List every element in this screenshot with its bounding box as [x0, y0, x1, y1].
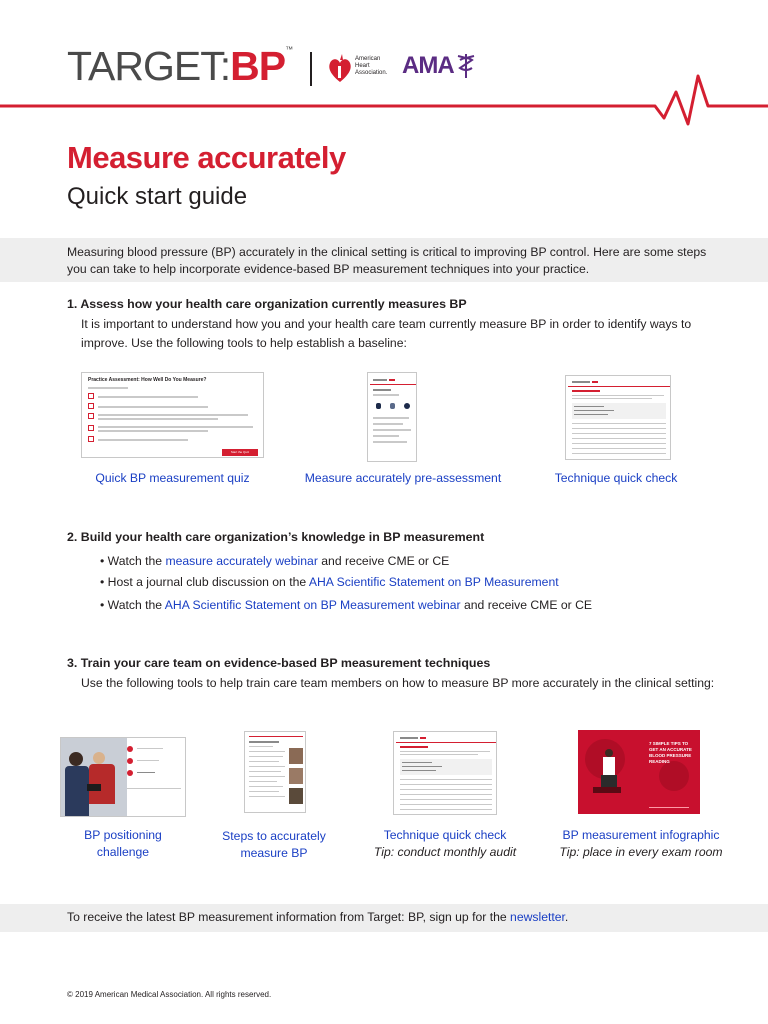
steps-to-measure-link[interactable]: [206, 828, 342, 862]
section-3-body: Use the following tools to help train care team members on how to measure BP more accurately in the clinical setting:: [81, 676, 715, 690]
section-1-heading: 1. Assess how your health care organization currently measures BP: [67, 297, 467, 311]
quick-quiz-thumbnail[interactable]: [81, 372, 264, 458]
measure-accurately-webinar-link[interactable]: measure accurately webinar: [165, 554, 318, 568]
ama-wordmark: AMA: [402, 52, 453, 79]
positioning-challenge-link[interactable]: [60, 827, 186, 861]
quiz-thumb-start-button: Start the Quiz: [222, 449, 258, 456]
page-subtitle: Quick start guide: [67, 183, 248, 210]
steps-label-line2: measure BP: [240, 846, 308, 860]
aha-statement-webinar-link[interactable]: AHA Scientific Statement on BP Measurement webinar: [164, 598, 461, 612]
pre-assessment-link[interactable]: Measure accurately pre-assessment: [304, 471, 502, 485]
newsletter-prefix: To receive the latest BP measurement information from Target: BP, sign up for the: [67, 910, 511, 924]
aha-statement-link[interactable]: AHA Scientific Statement on BP Measurement: [308, 575, 559, 589]
bullet-3-prefix: • Watch the: [100, 598, 165, 612]
ecg-line-decoration: [0, 70, 768, 130]
bullet-3-suffix: and receive CME or CE: [460, 598, 592, 612]
page-header: [0, 0, 768, 130]
logo-bp-word: BP: [230, 43, 286, 89]
technique-check-link-1[interactable]: Technique quick check: [554, 471, 678, 485]
technique-check-thumbnail-2[interactable]: [393, 731, 497, 815]
logo-trademark: ™: [285, 45, 293, 54]
technique-check-thumbnail-1[interactable]: [565, 375, 671, 460]
logo-target-word: TARGET: [67, 43, 220, 89]
bullet-2-prefix: • Host a journal club discussion on the: [100, 575, 309, 589]
positioning-label-line1: BP positioning: [84, 828, 162, 842]
bullet-journal-club: [100, 575, 559, 589]
infographic-label: BP measurement infographic: [562, 828, 720, 842]
newsletter-text: [67, 910, 568, 924]
positioning-challenge-thumbnail[interactable]: [60, 737, 186, 817]
bullet-1-suffix: and receive CME or CE: [317, 554, 450, 568]
steps-label-line1: Steps to accurately: [222, 829, 326, 843]
steps-to-measure-thumbnail[interactable]: [244, 731, 306, 813]
infographic-link[interactable]: [544, 827, 738, 861]
quick-quiz-link[interactable]: Quick BP measurement quiz: [95, 471, 250, 485]
page-title: Measure accurately: [67, 140, 346, 175]
bullet-statement-webinar: [100, 598, 592, 612]
section-3-heading: 3. Train your care team on evidence-based BP measurement techniques: [67, 656, 491, 670]
positioning-label-line2: challenge: [96, 845, 150, 859]
bullet-1-prefix: • Watch the: [100, 554, 166, 568]
intro-paragraph: Measuring blood pressure (BP) accurately in the clinical setting is critical to improving BP control. Here are some steps you can take to help incorporate evidence-based BP measurement techniques into your practice.: [67, 245, 707, 276]
logo-colon: :: [219, 43, 231, 89]
aha-wordmark: American Heart Association.: [355, 56, 388, 76]
infographic-headline: 7 SIMPLE TIPS TO GET AN ACCURATE BLOOD PRESSURE READING: [649, 741, 692, 764]
technique-check-link-2[interactable]: [360, 827, 530, 861]
copyright-notice: © 2019 American Medical Association. All rights reserved.: [67, 990, 272, 999]
newsletter-suffix: .: [564, 910, 569, 924]
pre-assessment-thumbnail[interactable]: [367, 372, 417, 462]
section-1-body: It is important to understand how you and your health care team currently measure BP in order to identify ways to improve. Use the following tools to help establish a baseline:: [81, 317, 692, 350]
technique-label: Technique quick check: [383, 828, 507, 842]
infographic-tip: Tip: place in every exam room: [559, 845, 723, 859]
newsletter-link[interactable]: newsletter: [510, 910, 565, 924]
technique-tip: Tip: conduct monthly audit: [373, 845, 517, 859]
section-2-heading: 2. Build your health care organization’s knowledge in BP measurement: [67, 530, 485, 544]
quiz-thumb-title: Practice Assessment: How Well Do You Measure?: [88, 377, 207, 383]
infographic-thumbnail[interactable]: [578, 730, 700, 814]
bullet-webinar: [100, 554, 449, 568]
